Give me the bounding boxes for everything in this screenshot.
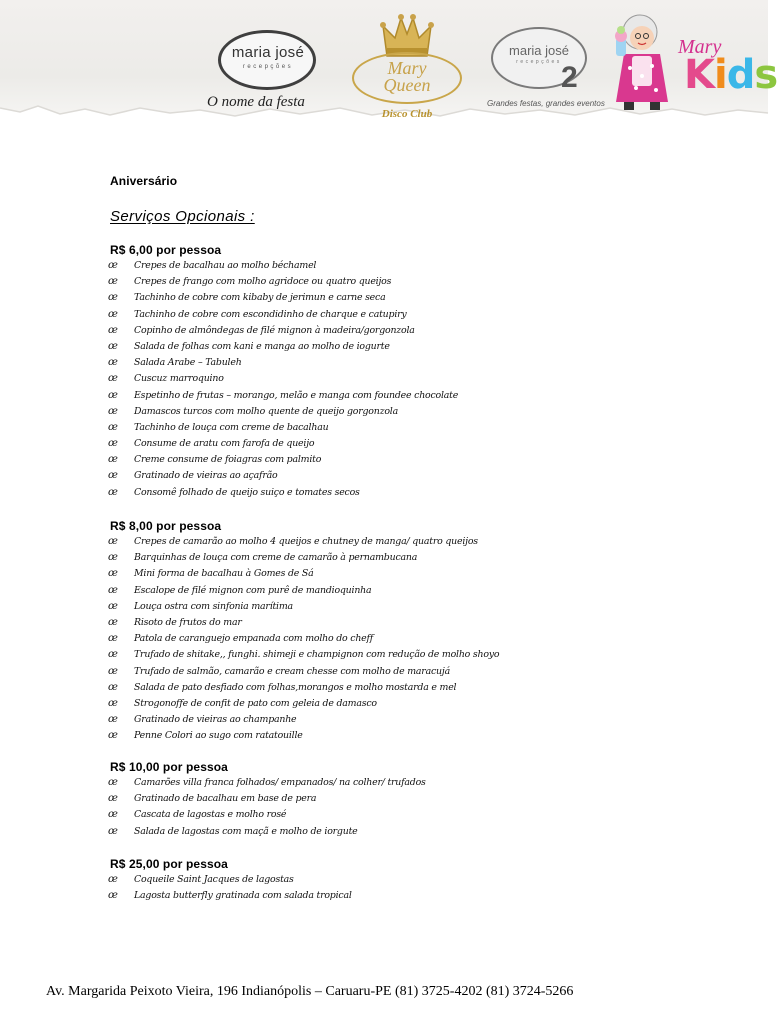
menu-item-text: Mini forma de bacalhau à Gomes de Sá xyxy=(134,568,314,580)
menu-item-text: Coqueile Saint Jacques de lagostas xyxy=(134,874,294,885)
bullet-icon: œ xyxy=(108,552,118,564)
menu-item-text: Creme consume de foiagras com palmito xyxy=(134,454,322,466)
menu-item-text: Risoto de frutos do mar xyxy=(134,616,242,628)
menu-item xyxy=(110,696,710,712)
menu-item-text: Copinho de almôndegas de filé mignon à madeira/gorgonzola xyxy=(134,324,415,336)
bullet-icon: œ xyxy=(108,793,118,805)
menu-item xyxy=(110,872,710,888)
menu-item xyxy=(110,274,710,290)
bullet-icon: œ xyxy=(108,568,118,580)
bullet-icon: œ xyxy=(108,438,118,450)
price-label: R$ 8,00 por pessoa xyxy=(110,519,222,533)
menu-item xyxy=(110,791,710,807)
menu-item xyxy=(110,307,710,323)
menu-item xyxy=(110,824,710,840)
menu-item-text: Gratinado de vieiras ao champanhe xyxy=(134,714,297,726)
menu-item xyxy=(110,615,710,631)
menu-item xyxy=(110,550,710,566)
logo-name xyxy=(348,60,466,94)
price-section xyxy=(110,518,710,744)
maria-jose-2-logo xyxy=(489,27,607,117)
kids-letter: d xyxy=(726,52,755,98)
bullet-icon: œ xyxy=(108,649,118,661)
menu-item-text: Trufado de salmão, camarão e cream chesse com molho de maracujá xyxy=(134,665,450,677)
menu-item xyxy=(110,436,710,452)
logo-subtitle: Disco Club xyxy=(381,108,433,120)
menu-item-text: Espetinho de frutas – morango, melão e manga com foundee chocolate xyxy=(134,389,459,401)
bullet-icon: œ xyxy=(108,890,118,902)
bullet-icon: œ xyxy=(108,421,118,433)
bullet-icon: œ xyxy=(108,292,118,304)
menu-item xyxy=(110,712,710,728)
mary-queen-logo xyxy=(348,12,466,120)
logo-name: maria josé xyxy=(231,44,305,61)
menu-item xyxy=(110,355,710,371)
bullet-icon: œ xyxy=(108,874,118,885)
bullet-icon: œ xyxy=(108,308,118,320)
menu-item-text: Crepes de camarão ao molho 4 queijos e chutney de manga/ quatro queijos xyxy=(134,536,478,547)
menu-item-text: Louça ostra com sinfonia marítima xyxy=(134,600,293,612)
mary-kids-logo xyxy=(606,10,777,114)
menu-item-text: Tachinho de cobre com escondidinho de charque e catupiry xyxy=(134,308,407,320)
bullet-icon: œ xyxy=(108,536,118,547)
logo-number: 2 xyxy=(561,61,578,94)
menu-item xyxy=(110,290,710,306)
logo-name: Mary xyxy=(678,36,722,58)
menu-item-text: Salada de pato desfiado com folhas,morangos e molho mostarda e mel xyxy=(134,681,457,693)
price-label: R$ 10,00 por pessoa xyxy=(110,760,228,774)
bullet-icon: œ xyxy=(108,454,118,466)
logo-name-line1: Mary xyxy=(387,58,427,78)
menu-item-text: Cascata de lagostas e molho rosé xyxy=(134,809,287,821)
menu-item xyxy=(110,888,710,904)
letterhead-banner xyxy=(0,0,777,140)
menu-item-text: Gratinado de bacalhau em base de pera xyxy=(134,793,317,805)
menu-item xyxy=(110,664,710,680)
menu-item xyxy=(110,420,710,436)
menu-item-text: Strogonoffe de confit de pato com geleia de damasco xyxy=(134,697,377,709)
section-heading: Serviços Opcionais : xyxy=(110,208,255,225)
bullet-icon: œ xyxy=(108,324,118,336)
menu-item-text: Consomê folhado de queijo suiço e tomates secos xyxy=(134,486,360,498)
menu-item-text: Barquinhas de louça com creme de camarão à pernambucana xyxy=(134,552,418,564)
menu-item xyxy=(110,775,710,791)
price-label: R$ 6,00 por pessoa xyxy=(110,243,222,257)
maria-jose-logo xyxy=(216,30,320,92)
menu-item-text: Tachinho de louça com creme de bacalhau xyxy=(134,421,329,433)
menu-item xyxy=(110,807,710,823)
menu-item-text: Trufado de shitake,, funghi. shimeji e champignon com redução de molho shoyo xyxy=(134,649,500,661)
kids-letter: s xyxy=(754,52,777,98)
bullet-icon: œ xyxy=(108,730,118,742)
bullet-icon: œ xyxy=(108,665,118,677)
kids-letter: K xyxy=(684,52,714,98)
menu-item-text: Escalope de filé mignon com purê de mandioquinha xyxy=(134,584,372,596)
menu-item-text: Salada Arabe – Tabuleh xyxy=(134,357,242,369)
logo-subtitle: recepções xyxy=(516,59,562,65)
menu-item-text: Patola de caranguejo empanada com molho do cheff xyxy=(134,633,374,645)
bullet-icon: œ xyxy=(108,373,118,385)
bullet-icon: œ xyxy=(108,600,118,612)
menu-item xyxy=(110,566,710,582)
menu-item xyxy=(110,680,710,696)
menu-item-text: Salada de lagostas com maçã e molho de iorgute xyxy=(134,825,358,837)
price-section xyxy=(110,759,710,840)
menu-item xyxy=(110,647,710,663)
kids-letter: i xyxy=(714,52,727,98)
bullet-icon: œ xyxy=(108,405,118,417)
menu-item xyxy=(110,404,710,420)
bullet-icon: œ xyxy=(108,825,118,837)
logo-tagline: Grandes festas, grandes eventos xyxy=(487,99,605,108)
bullet-icon: œ xyxy=(108,357,118,369)
menu-item xyxy=(110,534,710,550)
price-label: R$ 25,00 por pessoa xyxy=(110,857,228,871)
menu-item-text: Consume de aratu com farofa de queijo xyxy=(134,438,315,450)
bullet-icon: œ xyxy=(108,584,118,596)
menu-item-text: Lagosta butterfly gratinada com salada tropical xyxy=(134,890,352,902)
grandma-mascot-icon xyxy=(606,10,686,114)
price-section xyxy=(110,242,710,501)
menu-item xyxy=(110,468,710,484)
bullet-icon: œ xyxy=(108,681,118,693)
logo-subtitle: recepções xyxy=(242,64,294,70)
logo-tagline: O nome da festa xyxy=(207,94,305,110)
menu-item-text: Cuscuz marroquino xyxy=(134,373,224,385)
menu-item-text: Tachinho de cobre com kibaby de jerimun e carne seca xyxy=(134,292,386,304)
menu-item xyxy=(110,485,710,501)
menu-item xyxy=(110,728,710,744)
price-section xyxy=(110,856,710,904)
menu-item xyxy=(110,452,710,468)
menu-item-text: Crepes de bacalhau ao molho béchamel xyxy=(134,260,317,271)
bullet-icon: œ xyxy=(108,809,118,821)
menu-item xyxy=(110,323,710,339)
menu-item xyxy=(110,258,710,274)
menu-item xyxy=(110,599,710,615)
menu-item xyxy=(110,631,710,647)
bullet-icon: œ xyxy=(108,616,118,628)
kids-wordmark xyxy=(684,52,777,98)
bullet-icon: œ xyxy=(108,389,118,401)
menu-item xyxy=(110,339,710,355)
bullet-icon: œ xyxy=(108,470,118,482)
menu-item-text: Salada de folhas com kani e manga ao molho de iogurte xyxy=(134,340,390,352)
bullet-icon: œ xyxy=(108,777,118,788)
menu-item-text: Crepes de frango com molho agridoce ou quatro queijos xyxy=(134,276,392,288)
menu-item xyxy=(110,583,710,599)
bullet-icon: œ xyxy=(108,276,118,288)
logo-name-line2: Queen xyxy=(383,75,431,95)
bullet-icon: œ xyxy=(108,340,118,352)
menu-item xyxy=(110,388,710,404)
document-title: Aniversário xyxy=(110,174,178,188)
bullet-icon: œ xyxy=(108,714,118,726)
bullet-icon: œ xyxy=(108,633,118,645)
bullet-icon: œ xyxy=(108,697,118,709)
menu-item-text: Gratinado de vieiras ao açafrão xyxy=(134,470,278,482)
footer-address: Av. Margarida Peixoto Vieira, 196 Indianópolis – Caruaru-PE (81) 3725-4202 (81) 3724-5266 xyxy=(46,984,574,999)
menu-item-text: Penne Colori ao sugo com ratatouille xyxy=(134,730,303,742)
menu-item-text: Damascos turcos com molho quente de queijo gorgonzola xyxy=(134,405,398,417)
bullet-icon: œ xyxy=(108,486,118,498)
logo-name: maria josé xyxy=(509,43,569,58)
menu-item-text: Camarões villa franca folhados/ empanados/ na colher/ trufados xyxy=(134,777,426,788)
menu-item xyxy=(110,371,710,387)
bullet-icon: œ xyxy=(108,260,118,271)
